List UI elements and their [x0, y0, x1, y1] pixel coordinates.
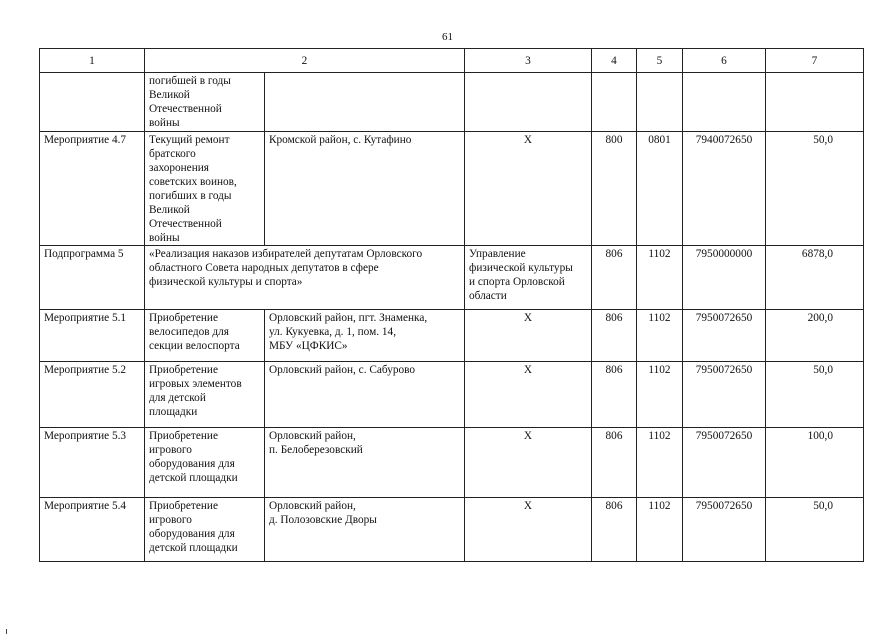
code-col6-cell: 7950072650	[683, 498, 766, 562]
header-cell-3: 3	[465, 49, 592, 73]
header-cell-7: 7	[766, 49, 864, 73]
page-number: 61	[442, 31, 453, 43]
table-row	[40, 362, 864, 428]
code-col5-cell: 1102	[637, 362, 683, 428]
code-col4-cell: 806	[592, 428, 637, 498]
table-row	[40, 132, 864, 246]
measure-name-cell: Мероприятие 5.4	[40, 498, 145, 562]
code-col4-cell: 806	[592, 310, 637, 362]
measure-location-cell: Орловский район, пгт. Знаменка, ул. Кукуевка, д. 1, пом. 14, МБУ «ЦФКИС»	[265, 310, 465, 362]
amount-cell: 100,0	[766, 428, 864, 498]
code-col5-cell: 1102	[637, 428, 683, 498]
scan-mark	[6, 629, 7, 634]
code-col4-cell: 806	[592, 498, 637, 562]
amount-cell: 50,0	[766, 362, 864, 428]
measure-location-cell: Орловский район, д. Полозовские Дворы	[265, 498, 465, 562]
measure-name-cell	[40, 73, 145, 132]
code-col6-cell: 7950072650	[683, 310, 766, 362]
measure-description-cell: погибшей в годы Великой Отечественной войны	[145, 73, 265, 132]
subprogram-description-cell: «Реализация наказов избирателей депутатам Орловского областного Совета народных депутатов в сфере физической культуры и спорта»	[145, 246, 465, 310]
code-col5-cell: 1102	[637, 498, 683, 562]
executor-cell: Х	[465, 362, 592, 428]
measure-location-cell: Орловский район, п. Белоберезовский	[265, 428, 465, 498]
measure-location-cell: Орловский район, с. Сабурово	[265, 362, 465, 428]
measure-name-cell: Мероприятие 5.3	[40, 428, 145, 498]
table-row	[40, 428, 864, 498]
measure-location-cell	[265, 73, 465, 132]
amount-cell: 50,0	[766, 498, 864, 562]
executor-cell: Х	[465, 498, 592, 562]
header-cell-4: 4	[592, 49, 637, 73]
code-col4-cell: 806	[592, 362, 637, 428]
header-cell-1: 1	[40, 49, 145, 73]
code-col5-cell: 1102	[637, 246, 683, 310]
table-row	[40, 498, 864, 562]
header-cell-6: 6	[683, 49, 766, 73]
measure-name-cell: Мероприятие 4.7	[40, 132, 145, 246]
measure-name-cell: Мероприятие 5.2	[40, 362, 145, 428]
code-col6-cell: 7950000000	[683, 246, 766, 310]
measure-name-cell: Мероприятие 5.1	[40, 310, 145, 362]
amount-cell: 6878,0	[766, 246, 864, 310]
measure-location-cell: Кромской район, с. Кутафино	[265, 132, 465, 246]
code-col6-cell: 7950072650	[683, 362, 766, 428]
executor-cell: Х	[465, 310, 592, 362]
code-col5-cell: 0801	[637, 132, 683, 246]
table-row	[40, 73, 864, 132]
executor-cell	[465, 73, 592, 132]
code-col4-cell	[592, 73, 637, 132]
code-col6-cell: 7950072650	[683, 428, 766, 498]
table-header-row	[40, 49, 864, 73]
measure-description-cell: Приобретение игровых элементов для детской площадки	[145, 362, 265, 428]
code-col5-cell: 1102	[637, 310, 683, 362]
amount-cell: 200,0	[766, 310, 864, 362]
code-col5-cell	[637, 73, 683, 132]
measure-description-cell: Приобретение игрового оборудования для детской площадки	[145, 428, 265, 498]
table-row	[40, 246, 864, 310]
executor-cell: Х	[465, 428, 592, 498]
measure-description-cell: Приобретение игрового оборудования для детской площадки	[145, 498, 265, 562]
budget-table	[39, 48, 864, 562]
measure-description-cell: Приобретение велосипедов для секции велоспорта	[145, 310, 265, 362]
amount-cell: 50,0	[766, 132, 864, 246]
executor-cell: Управление физической культуры и спорта Орловской области	[465, 246, 592, 310]
code-col6-cell: 7940072650	[683, 132, 766, 246]
header-cell-2: 2	[145, 49, 465, 73]
code-col4-cell: 800	[592, 132, 637, 246]
table-row	[40, 310, 864, 362]
code-col6-cell	[683, 73, 766, 132]
code-col4-cell: 806	[592, 246, 637, 310]
subprogram-name-cell: Подпрограмма 5	[40, 246, 145, 310]
header-cell-5: 5	[637, 49, 683, 73]
executor-cell: Х	[465, 132, 592, 246]
amount-cell	[766, 73, 864, 132]
measure-description-cell: Текущий ремонт братского захоронения советских воинов, погибших в годы Великой Отечественной войны	[145, 132, 265, 246]
